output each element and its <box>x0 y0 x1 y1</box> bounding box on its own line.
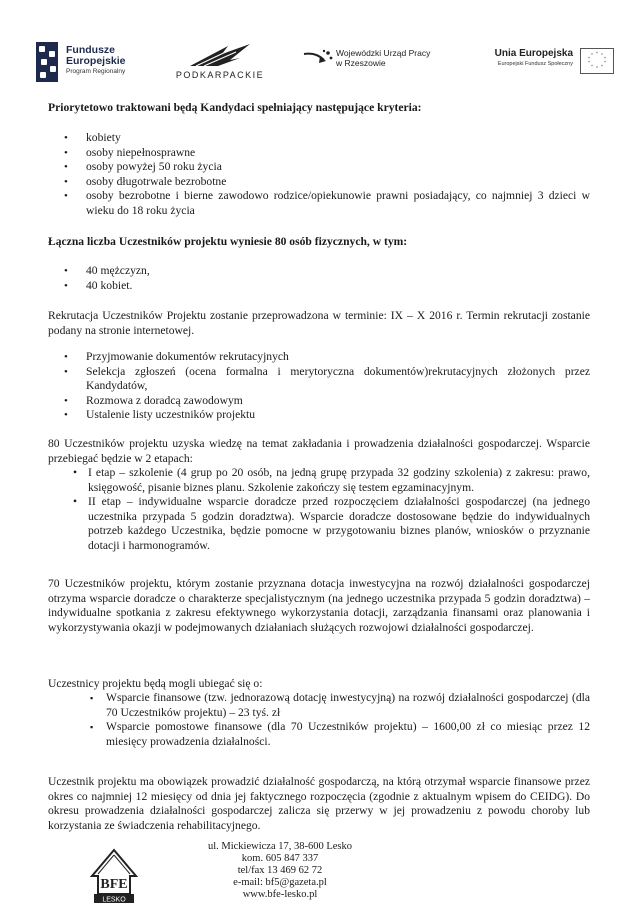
count-heading: Łączna liczba Uczestników projektu wyniesie 80 osób fizycznych, w tym: <box>48 235 408 248</box>
fe-line2: Europejskie <box>66 55 126 67</box>
svg-text:*: * <box>591 52 593 58</box>
list-item: • Ustalenie listy uczestników projektu <box>48 408 590 423</box>
eu-flag-icon <box>580 48 614 74</box>
list-item: • kobiety <box>48 131 590 146</box>
support-intro: 80 Uczestników projektu uzyska wiedzę na temat zakładania i prowadzenia działalności gospodarczej. Wsparcie przebiegać będzie w 2 etapach: <box>48 437 590 465</box>
list-item: • osoby długotrwale bezrobotne <box>48 175 590 190</box>
svg-text:*: * <box>596 65 598 71</box>
svg-text:*: * <box>588 60 590 65</box>
obligation-text: Uczestnik projektu ma obowiązek prowadzić działalność gospodarczą, na którą otrzymał wsparcie finansowe przez okres co najmniej 12 miesięcy od dnia jej faktycznego rozpoczęcia (zgodnie z aktualnym wpisem do CEIDG). Do okresu prowadzenia działalności gospodarczej zalicza się przerwy w jej prowadzeniu z powodu choroby lub korzystania ze świadczenia rehabilitacyjnego. <box>48 775 590 832</box>
list-item: • Rozmowa z doradcą zawodowym <box>48 394 590 409</box>
count-list <box>48 264 590 293</box>
list-item: • II etap – indywidualne wsparcie doradcze przed rozpoczęciem działalności gospodarczej (na jednego uczestnika przypada 5 godzin doradztwa). Wsparcie doradcze dostosowane będzie do indywidualnych potrzeb każdego Uczestnika, będzie pomocne w przygotowaniu biznes planów, wniosków o przyznanie dotacji i harmonogramów. <box>48 495 590 553</box>
bfe-logo-sub: LESKO <box>102 896 126 904</box>
svg-text:*: * <box>604 60 606 65</box>
ue-line2: Europejski Fundusz Społeczny <box>497 61 573 67</box>
svg-text:*: * <box>601 52 603 58</box>
footer-phone: kom. 605 847 337 <box>241 852 319 864</box>
list-item: • 40 mężczyzn, <box>48 264 590 279</box>
list-item: • osoby niepełnosprawne <box>48 146 590 161</box>
footer-fax: tel/fax 13 469 62 72 <box>237 864 323 876</box>
recruitment-list <box>48 350 590 423</box>
priority-heading: Priorytetowo traktowani będą Kandydaci spełniający następujące kryteria: <box>48 101 422 114</box>
svg-text:*: * <box>604 56 606 61</box>
podkarpackie-mountain-icon <box>170 40 270 70</box>
svg-text:*: * <box>588 56 590 61</box>
footer-address: ul. Mickiewicza 17, 38-600 Lesko <box>207 841 353 852</box>
ue-line1: Unia Europejska <box>494 48 573 59</box>
podkarpackie-logo <box>170 40 270 84</box>
unia-europejska-logo <box>455 48 615 80</box>
priority-list <box>48 131 590 219</box>
grant-text: 70 Uczestników projektu, którym zostanie przyznana dotacja inwestycyjna na rozwój działalności gospodarczej otrzyma wsparcie doradcze o charakterze specjalistycznym (na jednego uczestnika przypada 5 godzin doradztwa) – indywidualne spotkania z zakresu efektywnego wykorzystania dotacji, zarządzania finansami oraz planowania i wykorzystywania okazji w podejmowanych działaniach służących rozwojowi działalności gospodarczej. <box>48 577 590 634</box>
svg-text:*: * <box>601 64 603 69</box>
list-item: • I etap – szkolenie (4 grup po 20 osób, na jedną grupę przypada 32 godziny szkolenia) z zakresu: prawo, księgowość, pisanie biznes planu. Szkolenie zakończy się testem egzaminacyjnym. <box>48 466 590 495</box>
footer-email[interactable]: e-mail: bf5@gazeta.pl <box>233 876 327 888</box>
fe-line3: Program Regionalny <box>66 68 126 75</box>
wup-arrow-icon <box>302 48 334 72</box>
list-item: ▪ Wsparcie finansowe (tzw. jednorazową dotację inwestycyjną) na rozwój działalności gospodarczej (dla 70 Uczestników projektu) – 23 tyś. zł <box>48 691 590 720</box>
apply-intro: Uczestnicy projektu będą mogli ubiegać się o: <box>48 677 263 690</box>
fe-line1: Fundusze <box>66 44 115 56</box>
list-item: • 40 kobiet. <box>48 279 590 294</box>
svg-text:*: * <box>596 51 598 56</box>
recruitment-text: Rekrutacja Uczestników Projektu zostanie przeprowadzona w terminie: IX – X 2016 r. Termin rekrutacji zostanie podany na stronie internetowej. <box>48 309 590 337</box>
wup-logo <box>302 48 452 78</box>
apply-list <box>48 691 590 749</box>
list-item: ▪ Wsparcie pomostowe finansowe (dla 70 Uczestników projektu) – 1600,00 zł co miesiąc przez 12 miesięcy prowadzenia działalności. <box>48 720 590 749</box>
logo-header <box>0 40 638 90</box>
footer-website[interactable]: www.bfe-lesko.pl <box>242 888 318 900</box>
list-item: • Przyjmowanie dokumentów rekrutacyjnych <box>48 350 590 365</box>
list-item: • osoby powyżej 50 roku życia <box>48 160 590 175</box>
podkarpackie-text: PODKARPACKIE <box>175 70 265 80</box>
wup-line2: w Rzeszowie <box>336 58 386 68</box>
fundusze-europejskie-logo <box>36 42 156 86</box>
support-list <box>48 466 590 554</box>
bfe-logo-text: BFE <box>100 877 128 892</box>
footer-contact <box>180 841 380 901</box>
wup-line1: Wojewódzki Urząd Pracy <box>336 48 431 58</box>
fe-flag-icon <box>36 42 58 82</box>
bfe-logo <box>84 848 144 904</box>
list-item: • Selekcja zgłoszeń (ocena formalna i merytoryczna dokumentów)rekrutacyjnych złożonych przez Kandydatów, <box>48 365 590 394</box>
svg-text:*: * <box>591 64 593 69</box>
list-item: • osoby bezrobotne i bierne zawodowo rodzice/opiekunowie prawni posiadający, co najmniej 3 dzieci w wieku do 18 roku życia <box>48 189 590 218</box>
